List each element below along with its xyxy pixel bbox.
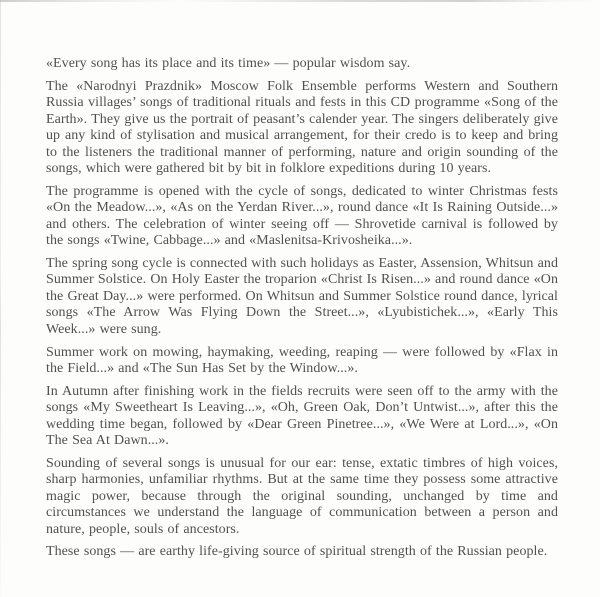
scan-artifact-left-edge: [0, 0, 1, 597]
para-spring-cycle: The spring song cycle is connected with such holidays as Easter, Assension, Whitsun and Summer Solstice. On Holy Easter the troparion «Christ Is Risen...» and round dance «On the Great Day...» were performed. On Whitsun and Summer Solstice round dance, lyrical songs «The Arrow Was Flying Down the Street...», «Lyubistichek...», «Early This Week...» were sung.: [46, 255, 558, 337]
liner-notes-text-block: [46, 56, 558, 567]
para-autumn-recruits: In Autumn after finishing work in the fields recruits were seen off to the army with the songs «My Sweetheart Is Leaving...», «Oh, Green Oak, Don’t Untwist...», after this the wedding time began, followed by «Dear Green Pinetree...», «We Were at Lord...», «On The Sea At Dawn...».: [46, 383, 558, 449]
scan-artifact-top-edge: [0, 0, 600, 2]
para-closing-statement: These songs — are earthy life-giving source of spiritual strength of the Russian people.: [46, 544, 548, 560]
para-winter-cycle: The programme is opened with the cycle of songs, dedicated to winter Christmas fests «On the Meadow...», «As on the Yerdan River...», round dance «It Is Raining Outside...» and others. The celebration of winter seeing off — Shrovetide carnival is followed by the songs «Twine, Cabbage...» and «Maslenitsa-Krivosheika...».: [46, 183, 558, 249]
para-intro-quote: «Every song has its place and its time» — popular wisdom say.: [46, 56, 411, 71]
para-sounding-description: Sounding of several songs is unusual for our ear: tense, extatic timbres of high voices, sharp harmonies, unfamiliar rhythms. But at the same time they possess some attractive magic power, because through the original sounding, unchanged by time and circumstances we understand the language of communication between a person and nature, people, souls of ancestors.: [46, 455, 558, 537]
para-summer-work: Summer work on mowing, haymaking, weeding, reaping — were followed by «Flax in the Field...» and «The Sun Has Set by the Window...».: [46, 344, 558, 376]
para-ensemble-intro: The «Narodnyi Prazdnik» Moscow Folk Ensemble performs Western and Southern Russia villages’ songs of traditional rituals and fests in this CD programme «Song of the Earth». They give us the portrait of peasant’s calender year. The singers deliberately give up any kind of stylisation and musical arrangement, for their credo is to keep and bring to the listeners the traditional manner of performing, nature and origin sounding of the songs, which were gathered bit by bit in folklore expeditions during 10 years.: [46, 78, 558, 176]
